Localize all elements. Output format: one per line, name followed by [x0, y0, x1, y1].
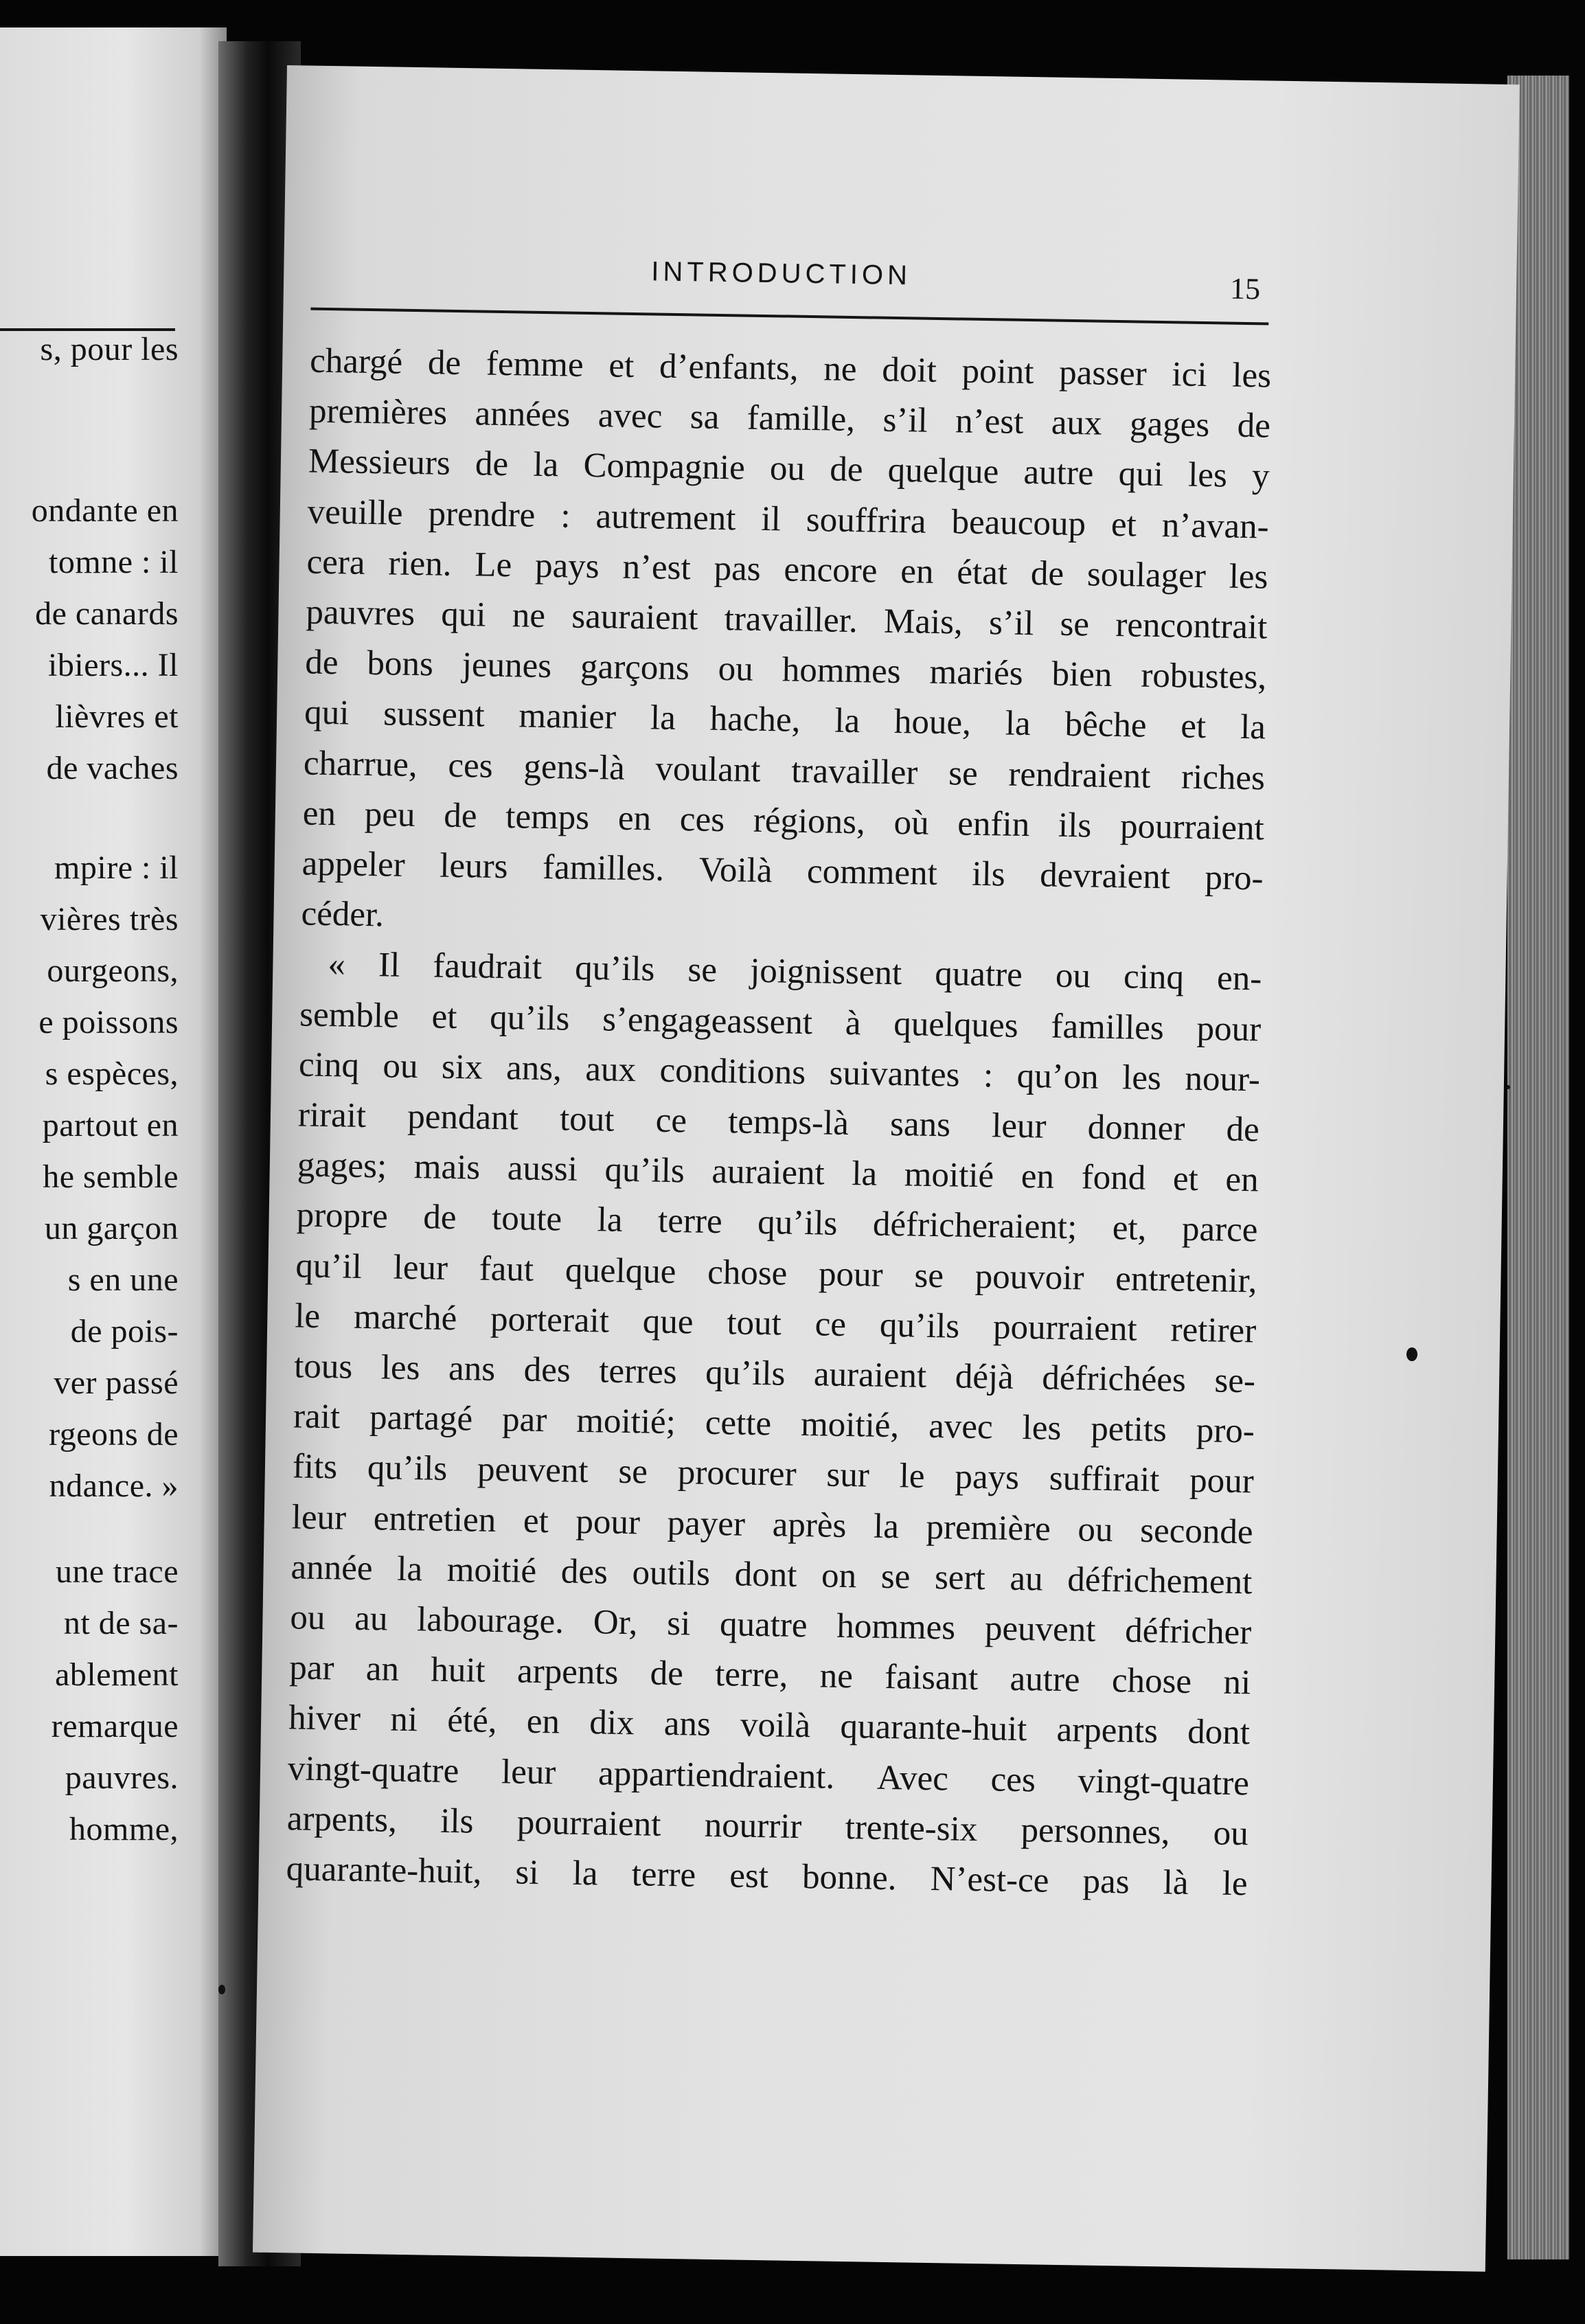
- text-line: tous les ans des terres qu’ils auraient déjà défrichées se-: [293, 1347, 1256, 1401]
- ink-speck: [218, 1985, 225, 1994]
- ink-speck: [1406, 1347, 1417, 1361]
- text-line: cinq ou six ans, aux conditions suivantes : qu’on les nour-: [298, 1045, 1261, 1100]
- left-page-line: homme,: [69, 1811, 179, 1847]
- text-line: de bons jeunes garçons ou hommes mariés bien robustes,: [304, 643, 1267, 697]
- left-page-line: s en une: [67, 1262, 179, 1298]
- text-line: ou au labourage. Or, si quatre hommes peuvent défricher: [290, 1598, 1252, 1652]
- left-page-line: nt de sa-: [63, 1605, 179, 1641]
- left-page-line: une trace: [55, 1553, 179, 1590]
- left-page-line: vières très: [40, 901, 179, 937]
- text-line: Messieurs de la Compagnie ou de quelque autre qui les y: [308, 442, 1270, 496]
- left-page-line: de canards: [35, 595, 179, 632]
- text-line: quarante-huit, si la terre est bonne. N’est-ce pas là le: [286, 1849, 1248, 1904]
- left-page-line: partout en: [42, 1107, 179, 1143]
- left-page-line: de vaches: [46, 750, 179, 786]
- left-page-line: de pois-: [70, 1313, 179, 1349]
- text-line: par an huit arpents de terre, ne faisant autre chose ni: [288, 1648, 1251, 1702]
- running-head: INTRODUCTION: [651, 256, 912, 291]
- left-page-line: mpire : il: [54, 850, 179, 886]
- text-line: semble et qu’ils s’engageassent à quelques familles pour: [299, 995, 1262, 1049]
- left-page-line: rgeons de: [49, 1416, 179, 1452]
- text-line: premières années avec sa famille, s’il n’est aux gages de: [308, 391, 1271, 446]
- text-line: le marché porterait que tout ce qu’ils pourraient retirer: [294, 1297, 1257, 1351]
- text-line: « Il faudrait qu’ils se joignissent quatre ou cinq en-: [327, 945, 1262, 999]
- text-line: veuille prendre : autrement il souffrira beaucoup et n’avan-: [307, 492, 1270, 547]
- text-line: en peu de temps en ces régions, où enfin ils pourraient: [302, 794, 1265, 848]
- text-line: arpents, ils pourraient nourrir trente-six personnes, ou: [286, 1799, 1249, 1854]
- text-line: cera rien. Le pays n’est pas encore en état de soulager les: [306, 543, 1268, 597]
- text-line: leur entretien et pour payer après la première ou seconde: [291, 1497, 1253, 1551]
- text-line: pauvres qui ne sauraient travailler. Mais, s’il se rencontrait: [306, 593, 1268, 647]
- text-line: hiver ni été, en dix ans voilà quarante-huit arpents dont: [288, 1698, 1251, 1753]
- text-line: vingt-quatre leur appartiendraient. Avec ces vingt-quatre: [287, 1748, 1250, 1803]
- page-number: 15: [1229, 271, 1261, 306]
- text-line: rirait pendant tout ce temps-là sans leur donner de: [297, 1095, 1260, 1150]
- left-page-line: he semble: [43, 1159, 179, 1195]
- header-rule: [310, 308, 1268, 326]
- left-page-line: tomne : il: [49, 544, 179, 580]
- left-page-line: e poissons: [38, 1004, 179, 1040]
- left-page-line: ondante en: [31, 492, 179, 529]
- left-page-line: ver passé: [54, 1365, 179, 1401]
- left-page-line: un garçon: [44, 1210, 179, 1246]
- text-line: céder.: [301, 894, 385, 935]
- right-page: [253, 65, 1520, 2272]
- text-line: qu’il leur faut quelque chose pour se pouvoir entretenir,: [295, 1246, 1257, 1300]
- text-line: fits qu’ils peuvent se procurer sur le pays suffirait pour: [292, 1447, 1255, 1501]
- text-line: année la moitié des outils dont on se sert au défrichement: [290, 1548, 1253, 1602]
- left-page-line: pauvres.: [65, 1759, 179, 1796]
- text-line: propre de toute la terre qu’ils défricheraient; et, parce: [296, 1196, 1258, 1250]
- left-page-line: s espèces,: [45, 1056, 179, 1092]
- ink-speck: [1506, 1085, 1510, 1089]
- text-line: appeler leurs familles. Voilà comment ils devraient pro-: [301, 844, 1264, 898]
- text-line: charrue, ces gens-là voulant travailler se rendraient riches: [303, 744, 1266, 798]
- left-page-line: s, pour les: [40, 331, 179, 367]
- left-page-line: ibiers... Il: [48, 647, 179, 683]
- text-line: chargé de femme et d’enfants, ne doit point passer ici les: [309, 341, 1272, 396]
- left-page-line: ourgeons,: [47, 953, 179, 989]
- text-line: qui sussent manier la hache, la houe, la bêche et la: [304, 693, 1266, 747]
- left-page-line: lièvres et: [55, 698, 179, 735]
- text-line: gages; mais aussi qu’ils auraient la moitié en fond et en: [297, 1146, 1259, 1200]
- page-edges: [1507, 76, 1569, 2259]
- text-line: rait partagé par moitié; cette moitié, avec les petits pro-: [293, 1397, 1255, 1451]
- left-page: [0, 27, 227, 2256]
- left-page-line: ndance. »: [49, 1468, 179, 1504]
- left-page-line: ablement: [55, 1656, 179, 1693]
- left-page-line: remarque: [51, 1708, 179, 1744]
